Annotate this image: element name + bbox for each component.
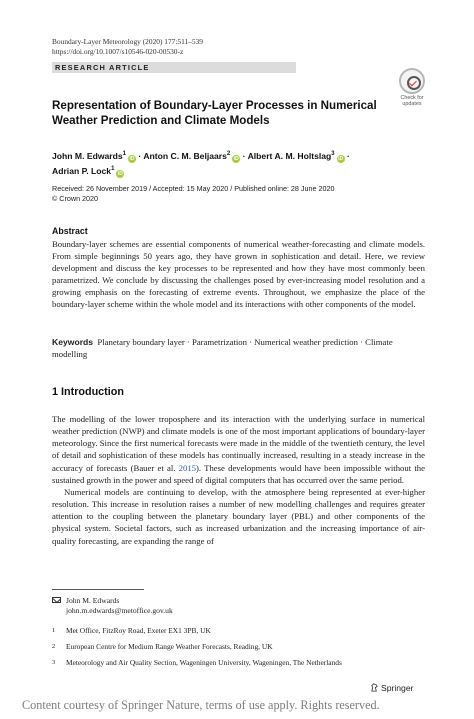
- check-for-updates-badge[interactable]: [394, 68, 430, 107]
- section-body: [52, 413, 425, 547]
- author-affiliation-sup: 3: [331, 151, 335, 157]
- badge-label: Check for updates: [400, 95, 424, 108]
- orcid-icon[interactable]: iD: [129, 155, 135, 162]
- envelope-icon: [52, 597, 61, 603]
- journal-citation: Boundary-Layer Meteorology (2020) 177:511–539: [52, 37, 203, 46]
- copyright: © Crown 2020: [52, 193, 99, 203]
- paragraph: Numerical models are continuing to develop, with the atmosphere being represented at ever-higher resolution. This increase in resolution raises a number of new modelling challenges and requires greater attention to the coupling between the planetary boundary layer (PBL) and other components of the physical system. Societal factors, such as increased urbanization and the increasing importance of air-quality forecasting, are expanding the range of: [52, 486, 425, 546]
- article-title: Representation of Boundary-Layer Processes in Numerical Weather Prediction and Climate Models: [52, 99, 377, 127]
- affiliation-footnote: 3 Meteorology and Air Quality Section, Wageningen University, Wageningen, The Netherlands: [52, 658, 342, 667]
- paragraph: The modelling of the lower troposphere and its interaction with the underlying surface in numerical weather prediction (NWP) and climate models is one of the most important applications of boundary-layer meteorology. Since the first numerical forecasts were made in the middle of the twentieth century, the level of detail and sophistication of these models has continually increased, resulting in a steady increase in the accuracy of forecasts (Bauer et al. 2015). These developments would have been impossible without the sustained growth in the power and speed of digital computers that has occurred over the same period.: [52, 414, 425, 485]
- author-name[interactable]: John M. Edwards: [52, 150, 123, 161]
- courtesy-watermark: Content courtesy of Springer Nature, terms of use apply. Rights reserved.: [22, 698, 380, 712]
- publication-dates: [52, 184, 335, 203]
- author-name[interactable]: Anton C. M. Beljaars: [143, 150, 227, 161]
- orcid-icon[interactable]: iD: [338, 155, 344, 162]
- footnote-divider: [52, 589, 144, 590]
- citation-link[interactable]: 2015: [178, 462, 197, 473]
- springer-horse-icon: [370, 683, 379, 692]
- abstract-text: Boundary-layer schemes are essential components of numerical weather-forecasting and climate models. From simple beginnings 50 years ago, they have grown in sophistication and detail. Here, we review development and discuss the key processes to be represented and how they have most commonly been parametrized. We conclude by discussing the challenges posed by ever-increasing model resolution and a growing emphasis on the forecasting of extreme events. Throughout, we emphasize the place of the boundary-layer scheme within the whole model and its interactions with other components of the model.: [52, 239, 425, 309]
- article-type-label: RESEARCH ARTICLE: [55, 63, 150, 72]
- affiliation-footnote: 1 Met Office, FitzRoy Road, Exeter EX1 3PB, UK: [52, 626, 211, 635]
- journal-doi[interactable]: https://doi.org/10.1007/s10546-020-00530-z: [52, 47, 184, 56]
- contact-name: John M. Edwards: [66, 596, 120, 605]
- publisher-logo: [370, 683, 413, 693]
- abstract-heading: Abstract: [52, 226, 88, 236]
- check-for-updates-icon: [399, 68, 425, 94]
- corresponding-author: [52, 596, 173, 616]
- author-list: John M. Edwards$^1$iD · Anton C. M. Beljaars$^2$iD · Albert A. M. Holtslag$^3$iD · Adrian P. Lock$^1$iD: [52, 150, 350, 177]
- author-affiliation-sup: 1: [122, 151, 127, 157]
- keywords: [52, 336, 425, 360]
- affiliation-footnote: 2 European Centre for Medium Range Weather Forecasts, Reading, UK: [52, 642, 273, 651]
- keywords-text: Planetary boundary layer · Parametrization · Numerical weather prediction · Climate modelling: [52, 337, 393, 359]
- author-name[interactable]: Albert A. M. Holtslag: [247, 150, 332, 161]
- orcid-icon[interactable]: iD: [117, 170, 123, 177]
- contact-email[interactable]: john.m.edwards@metoffice.gov.uk: [66, 606, 173, 615]
- history-dates: Received: 26 November 2019 / Accepted: 15 May 2020 / Published online: 28 June 2020: [52, 184, 335, 193]
- author-affiliation-sup: 1: [111, 165, 115, 172]
- journal-header: [52, 37, 203, 57]
- section-heading: 1 Introduction: [52, 386, 124, 398]
- orcid-icon[interactable]: iD: [233, 155, 239, 162]
- keywords-label: Keywords: [52, 337, 94, 347]
- publisher-name: Springer: [381, 683, 414, 693]
- author-name[interactable]: Adrian P. Lock: [52, 165, 112, 176]
- author-affiliation-sup: 2: [226, 151, 231, 157]
